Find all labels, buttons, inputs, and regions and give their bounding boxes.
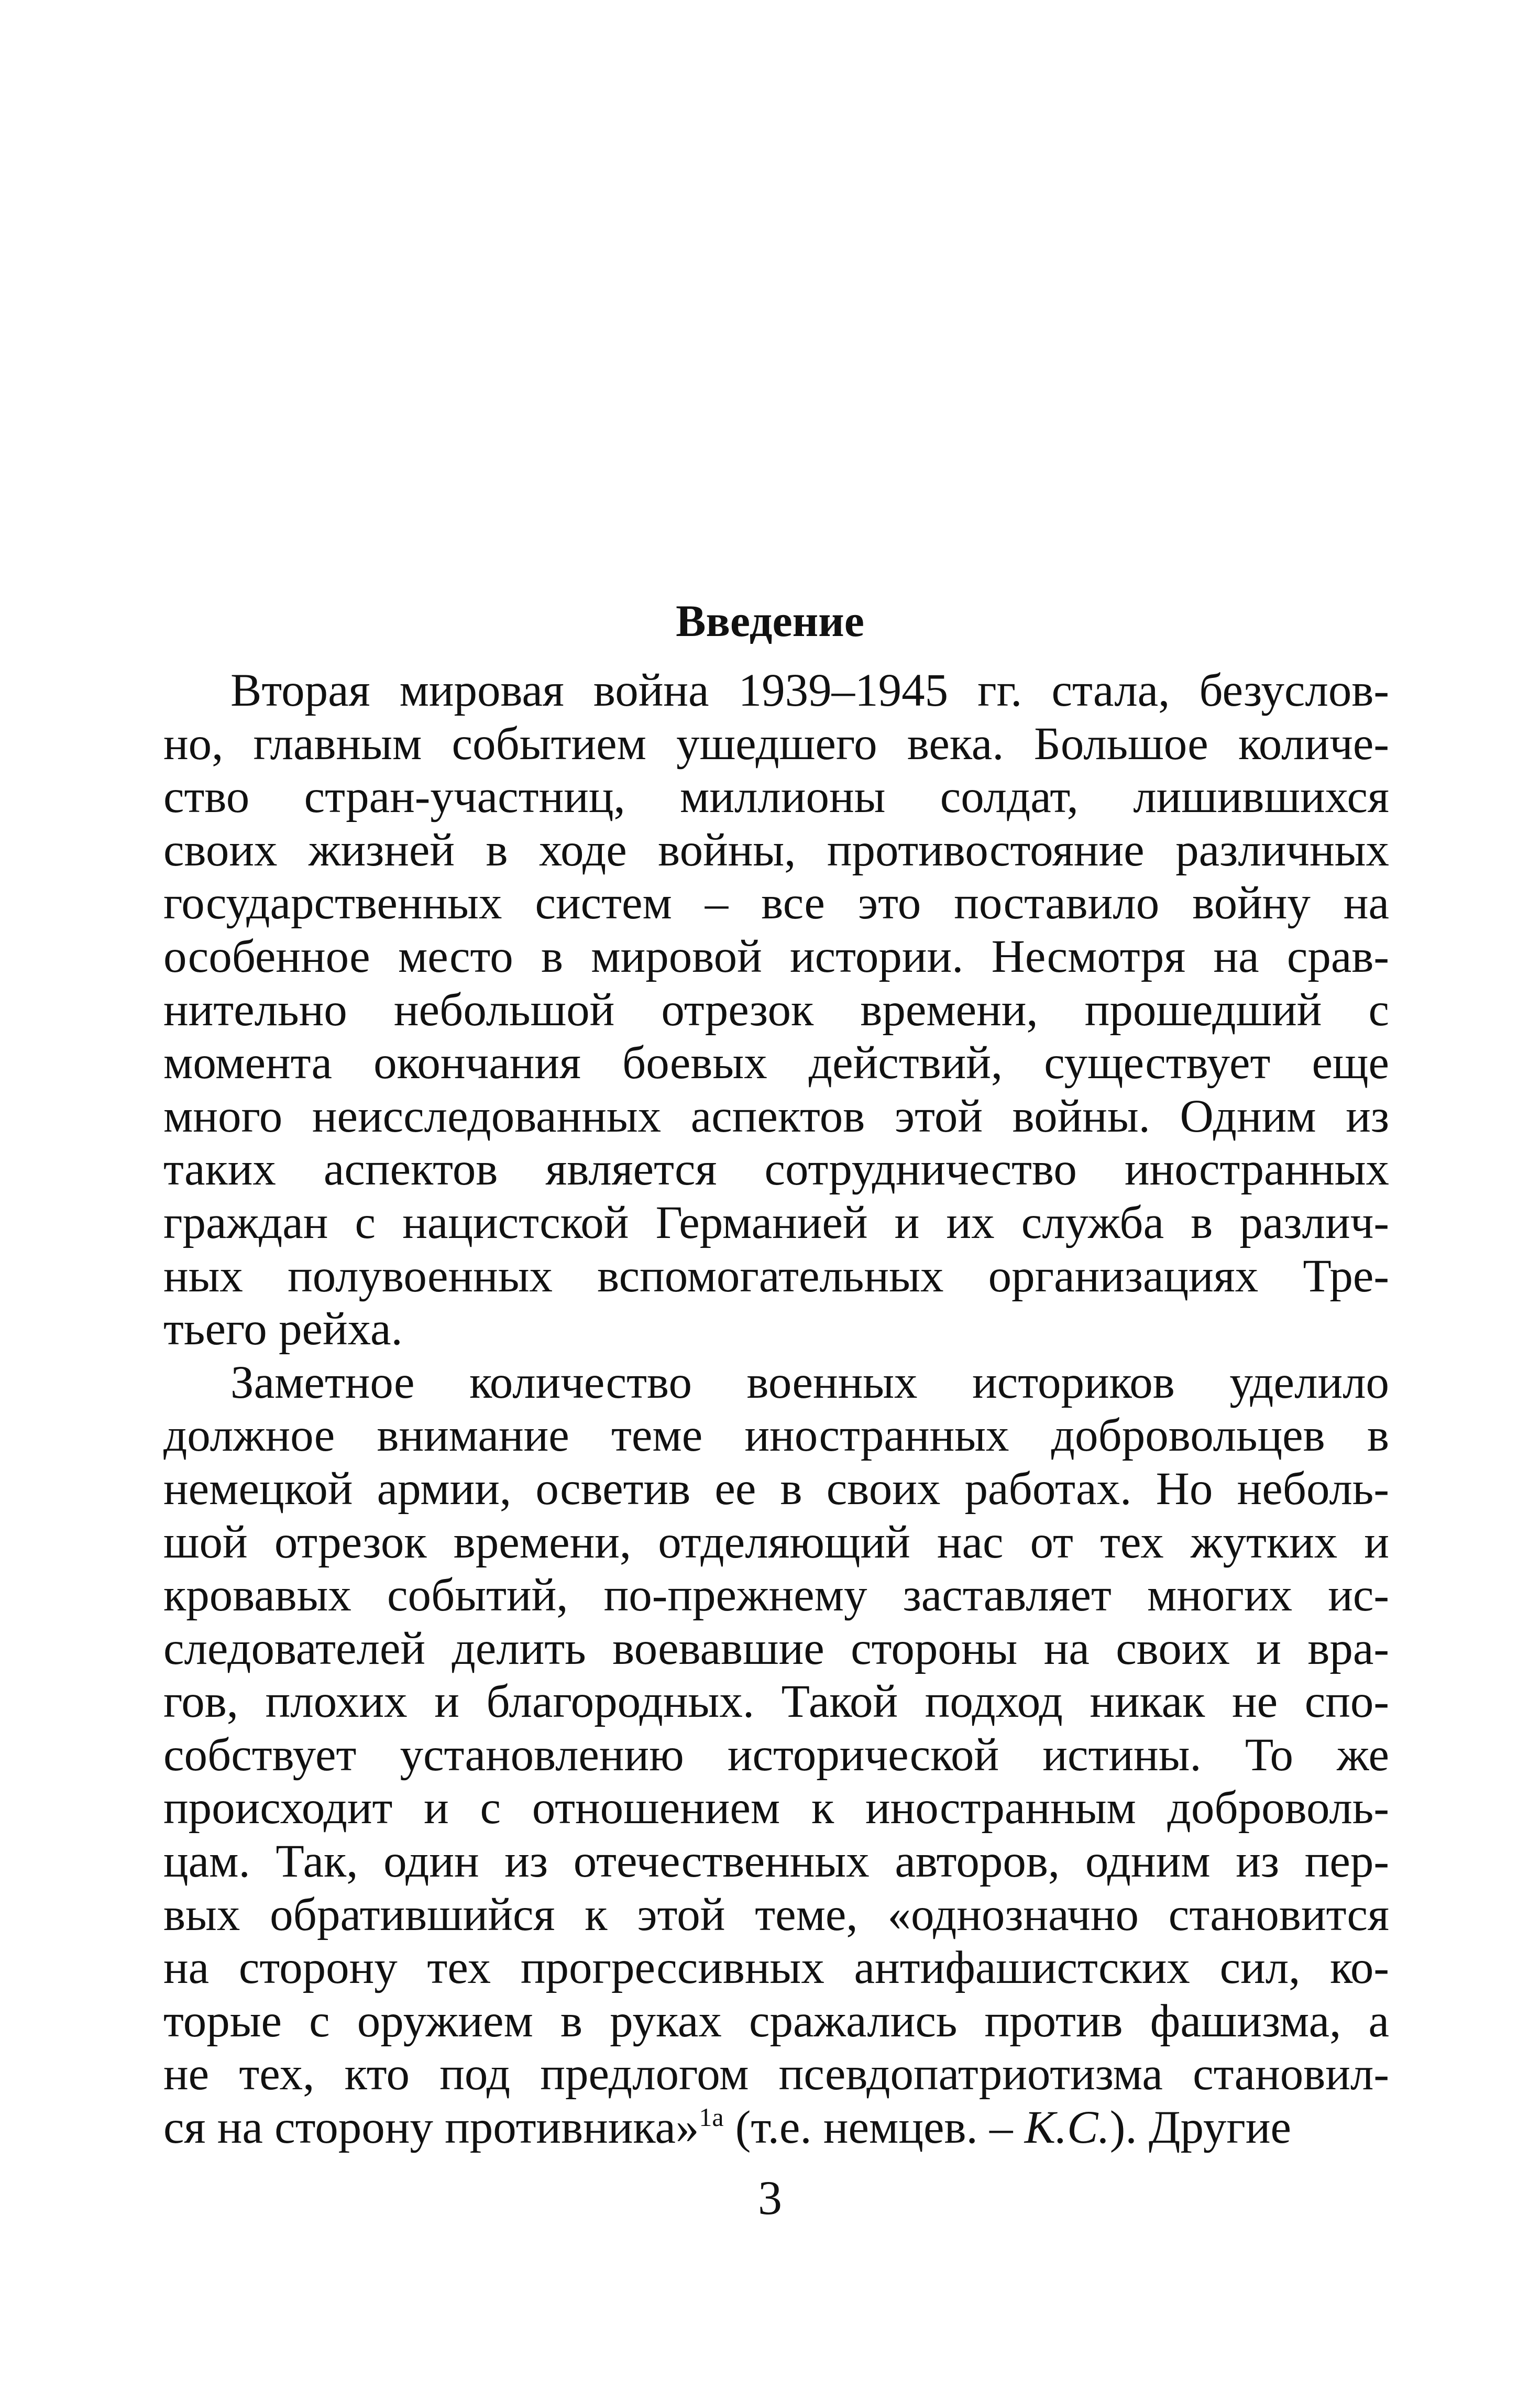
text-line: таких аспектов является сотрудничество иностранных <box>163 1144 1389 1196</box>
text-line: немецкой армии, осветив ее в своих работах. Но неболь- <box>163 1463 1389 1515</box>
text-line: момента окончания боевых действий, существует еще <box>163 1037 1389 1089</box>
text-line: происходит и с отношением к иностранным доброволь- <box>163 1782 1389 1834</box>
text-line-final <box>163 2101 1389 2155</box>
text-line: ство стран-участниц, миллионы солдат, лишившихся <box>163 771 1389 823</box>
text-line: кровавых событий, по-прежнему заставляет многих ис- <box>163 1570 1389 1621</box>
text-line: следователей делить воевавшие стороны на своих и вра- <box>163 1622 1389 1674</box>
text-line: шой отрезок времени, отделяющий нас от тех жутких и <box>163 1516 1389 1568</box>
text-line: граждан с нацистской Германией и их служба в различ- <box>163 1197 1389 1248</box>
footnote-reference: 1а <box>699 2102 724 2132</box>
final-line-middle: (т.е. немцев. – <box>723 2102 1025 2154</box>
text-line: своих жизней в ходе войны, противостояние различных <box>163 824 1389 876</box>
text-line: нительно небольшой отрезок времени, прошедший с <box>163 984 1389 1036</box>
author-initials: К.С. <box>1024 2102 1110 2154</box>
text-line: Вторая мировая война 1939–1945 гг. стала, безуслов- <box>230 665 1389 716</box>
final-line-end: ). Другие <box>1109 2102 1292 2154</box>
text-line: не тех, кто под предлогом псевдопатриотизма становил- <box>163 2048 1389 2100</box>
body-text <box>163 664 1389 2155</box>
text-line: собствует установлению исторической истины. То же <box>163 1729 1389 1781</box>
text-line: государственных систем – все это поставило войну на <box>163 878 1389 929</box>
text-line: должное внимание теме иностранных добровольцев в <box>163 1410 1389 1462</box>
text-line: гов, плохих и благородных. Такой подход никак не спо- <box>163 1676 1389 1728</box>
text-line: много неисследованных аспектов этой войны. Одним из <box>163 1090 1389 1142</box>
final-line-start: ся на сторону противника» <box>163 2102 699 2154</box>
text-line: торые с оружием в руках сражались против фашизма, а <box>163 1995 1389 2047</box>
page-number: 3 <box>758 2171 782 2224</box>
text-line: вых обратившийся к этой теме, «однозначно становится <box>163 1889 1389 1940</box>
text-line: тьего рейха. <box>163 1303 403 1355</box>
text-line: на сторону тех прогрессивных антифашистских сил, ко- <box>163 1942 1389 1994</box>
text-line: но, главным событием ушедшего века. Большое количе- <box>163 718 1389 770</box>
text-line: особенное место в мировой истории. Несмотря на срав- <box>163 930 1389 982</box>
text-line: ных полувоенных вспомогательных организациях Тре- <box>163 1250 1389 1302</box>
text-line: цам. Так, один из отечественных авторов, одним из пер- <box>163 1836 1389 1888</box>
chapter-heading: Введение <box>676 596 864 646</box>
text-line: Заметное количество военных историков уделило <box>230 1356 1389 1408</box>
